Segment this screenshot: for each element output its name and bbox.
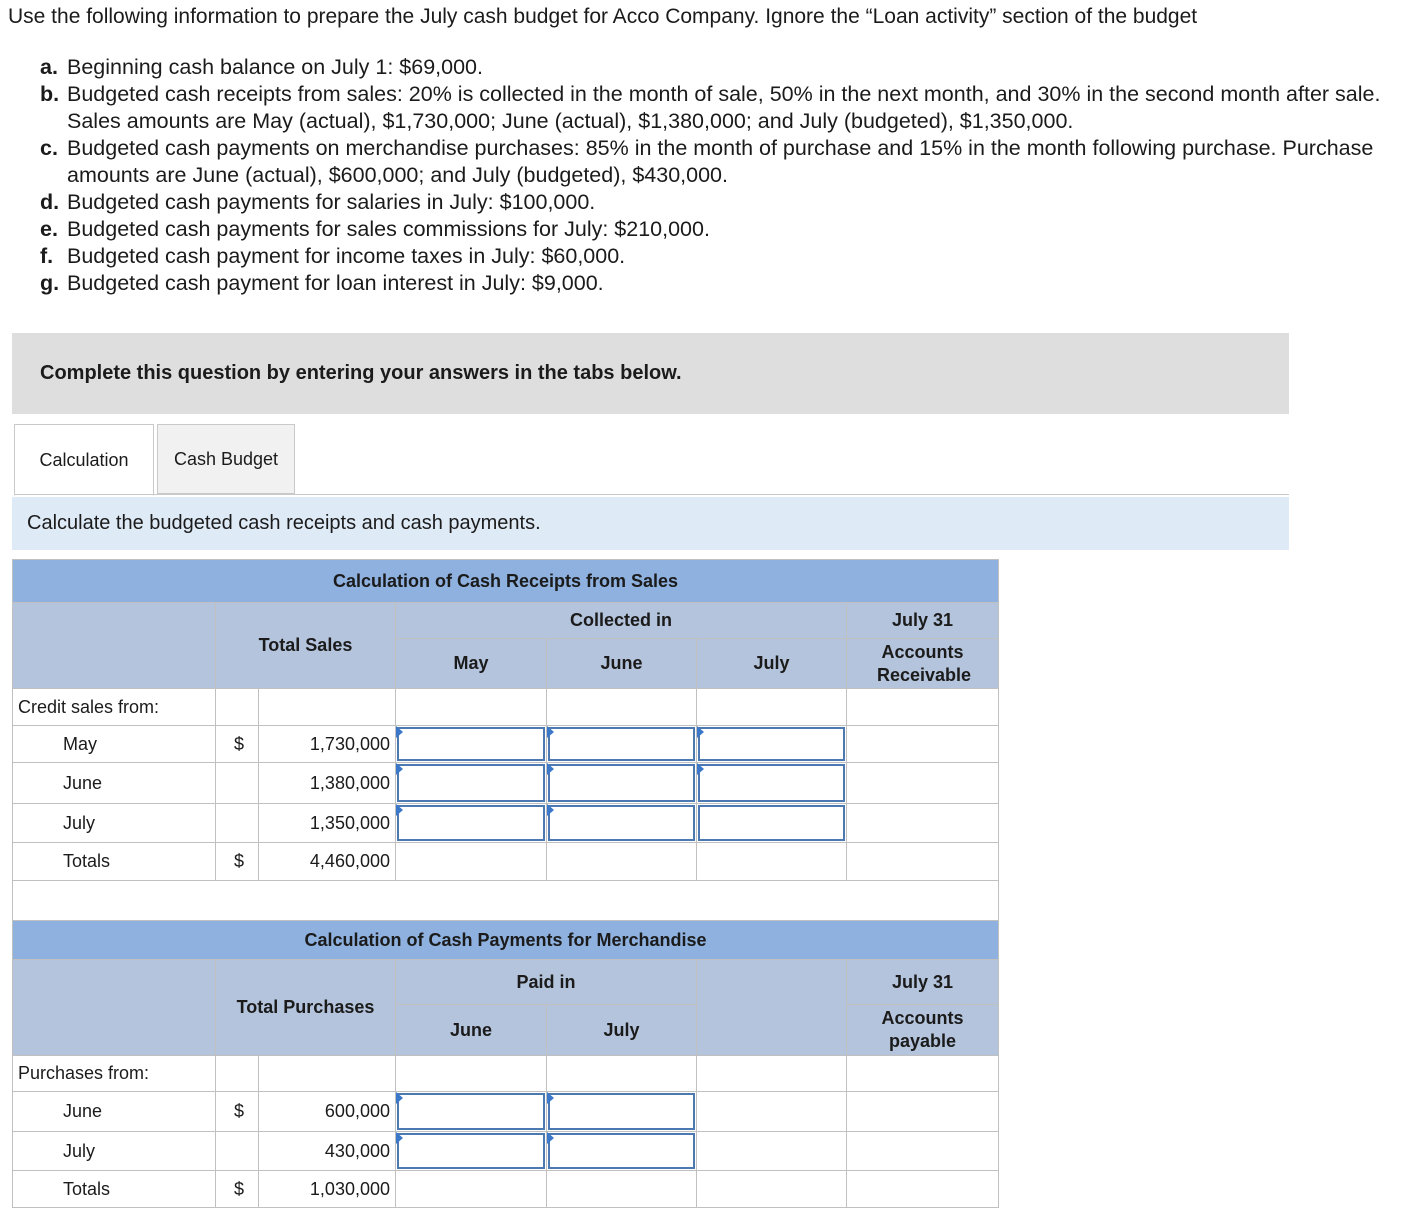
row-label-totals: Totals [13, 843, 216, 881]
tab-cash-budget[interactable]: Cash Budget [157, 424, 295, 494]
june-purchases-paid-june-input[interactable] [397, 1093, 545, 1130]
blank-cell [697, 1132, 847, 1171]
flag-icon [697, 726, 704, 738]
ap-header: Accounts payable [847, 1005, 999, 1056]
blank-cell [697, 1056, 847, 1092]
problem-items [40, 54, 1415, 297]
blank-cell [547, 1171, 697, 1208]
flag-icon [396, 804, 403, 816]
sales-amount-total: 4,460,000 [259, 843, 396, 881]
blank-cell [697, 1171, 847, 1208]
dollar-sign: $ [216, 726, 259, 763]
flag-icon [547, 726, 554, 738]
flag-icon [396, 763, 403, 775]
tab-divider [14, 494, 1289, 495]
purchases-label: Purchases from: [13, 1056, 216, 1092]
ar-date-header: July 31 [847, 603, 999, 639]
dollar-sign [216, 763, 259, 804]
july-sales-collected-may-input[interactable] [397, 805, 545, 841]
june-purchases-paid-july-cell [547, 1092, 697, 1132]
payments-title: Calculation of Cash Payments for Merchandise [13, 921, 999, 960]
blank-cell [847, 1092, 999, 1132]
blank-cell [697, 689, 847, 726]
blank-cell [697, 843, 847, 881]
flag-icon [697, 763, 704, 775]
july-sales-collected-june-input[interactable] [548, 805, 695, 841]
dollar-sign [216, 804, 259, 843]
month-header-may: May [396, 639, 547, 689]
may-sales-collected-june-input[interactable] [548, 727, 695, 761]
flag-icon [547, 763, 554, 775]
credit-sales-label: Credit sales from: [13, 689, 216, 726]
june-sales-collected-may-cell [396, 763, 547, 804]
blank-cell [847, 804, 999, 843]
blank-cell [396, 843, 547, 881]
blank-cell [216, 689, 259, 726]
blank-cell [847, 763, 999, 804]
july-sales-collected-june-cell [547, 804, 697, 843]
total-sales-header: Total Sales [216, 603, 396, 689]
blank-cell [847, 843, 999, 881]
dollar-sign [216, 1132, 259, 1171]
blank-cell [847, 1056, 999, 1092]
june-purchases-paid-july-input[interactable] [548, 1093, 695, 1130]
problem-intro: Use the following information to prepare the July cash budget for Acco Company. Ignore the “Loan activity” section of the budget [8, 5, 1198, 28]
blank-cell [396, 1056, 547, 1092]
blank-cell [847, 1171, 999, 1208]
month-header-june: June [547, 639, 697, 689]
purchase-amount-july: 430,000 [259, 1132, 396, 1171]
july-sales-collected-july-cell [697, 804, 847, 843]
row-label-july: July [13, 1132, 216, 1171]
flag-icon [547, 1132, 554, 1144]
july-purchases-paid-june-cell [396, 1132, 547, 1171]
june-sales-collected-july-input[interactable] [698, 764, 845, 802]
blank-cell [396, 1171, 547, 1208]
july-purchases-paid-july-cell [547, 1132, 697, 1171]
item-f: f. Budgeted cash payment for income taxes in July: $60,000. [40, 244, 626, 268]
item-b: b. Budgeted cash receipts from sales: 20% is collected in the month of sale, 50% in the next month, and 30% in the second month after sale. Sales amounts are May (actual), $1,730,000; June (actual), $1,380,000; and July (budgeted), $1,350,000. [40, 82, 1381, 133]
item-g: g. Budgeted cash payment for loan interest in July: $9,000. [40, 271, 604, 295]
blank-cell [547, 843, 697, 881]
june-purchases-paid-june-cell [396, 1092, 547, 1132]
row-label-totals: Totals [13, 1171, 216, 1208]
sales-amount-may: 1,730,000 [259, 726, 396, 763]
month-header-june: June [396, 1005, 547, 1056]
flag-icon [547, 1092, 554, 1104]
spacer-row [13, 881, 999, 922]
payments-corner-header [13, 960, 216, 1056]
blank-cell [216, 1056, 259, 1092]
blank-cell [547, 1056, 697, 1092]
may-sales-collected-july-input[interactable] [698, 727, 845, 761]
may-sales-collected-may-input[interactable] [397, 727, 545, 761]
collected-in-header: Collected in [396, 603, 847, 639]
blank-cell [847, 1132, 999, 1171]
row-label-may: May [13, 726, 216, 763]
item-d: d. Budgeted cash payments for salaries in July: $100,000. [40, 190, 596, 214]
flag-icon [396, 726, 403, 738]
sales-amount-june: 1,380,000 [259, 763, 396, 804]
dollar-sign: $ [216, 843, 259, 881]
tab-prompt: Calculate the budgeted cash receipts and cash payments. [12, 497, 1289, 550]
row-label-june: June [13, 763, 216, 804]
paid-in-header: Paid in [396, 960, 697, 1005]
june-sales-collected-may-input[interactable] [397, 764, 545, 802]
may-sales-collected-june-cell [547, 726, 697, 763]
flag-icon [396, 1132, 403, 1144]
blank-cell [396, 689, 547, 726]
tab-calculation[interactable]: Calculation [14, 424, 154, 496]
blank-cell [847, 726, 999, 763]
dollar-sign: $ [216, 1171, 259, 1208]
july-purchases-paid-july-input[interactable] [548, 1133, 695, 1169]
blank-cell [697, 1092, 847, 1132]
receipts-title: Calculation of Cash Receipts from Sales [13, 560, 999, 603]
ar-header: Accounts Receivable [847, 639, 999, 689]
purchase-amount-june: 600,000 [259, 1092, 396, 1132]
may-sales-collected-july-cell [697, 726, 847, 763]
june-sales-collected-june-input[interactable] [548, 764, 695, 802]
cash-payments-table [12, 920, 999, 1208]
ap-date-header: July 31 [847, 960, 999, 1005]
sales-amount-july: 1,350,000 [259, 804, 396, 843]
row-label-june: June [13, 1092, 216, 1132]
flag-icon [396, 1092, 403, 1104]
blank-cell [547, 689, 697, 726]
total-purchases-header: Total Purchases [216, 960, 396, 1056]
month-header-july: July [547, 1005, 697, 1056]
may-sales-collected-may-cell [396, 726, 547, 763]
item-c: c. Budgeted cash payments on merchandise purchases: 85% in the month of purchase and 15% in the month following purchase. Purchase amounts are June (actual), $600,000; and July (budgeted), $430,000. [40, 136, 1374, 187]
cash-receipts-table [12, 559, 999, 922]
purchase-amount-total: 1,030,000 [259, 1171, 396, 1208]
flag-icon [547, 804, 554, 816]
july-sales-collected-may-cell [396, 804, 547, 843]
blank-cell [259, 1056, 396, 1092]
blank-cell [259, 689, 396, 726]
receipts-corner-header [13, 603, 216, 689]
row-label-july: July [13, 804, 216, 843]
dollar-sign: $ [216, 1092, 259, 1132]
item-e: e. Budgeted cash payments for sales commissions for July: $210,000. [40, 217, 710, 241]
payments-blank-header [697, 960, 847, 1056]
month-header-july: July [697, 639, 847, 689]
june-sales-collected-july-cell [697, 763, 847, 804]
instruction-banner: Complete this question by entering your answers in the tabs below. [12, 333, 1289, 414]
blank-cell [847, 689, 999, 726]
item-a: a. Beginning cash balance on July 1: $69,000. [40, 55, 483, 79]
july-sales-collected-july-input[interactable] [698, 805, 845, 841]
june-sales-collected-june-cell [547, 763, 697, 804]
july-purchases-paid-june-input[interactable] [397, 1133, 545, 1169]
